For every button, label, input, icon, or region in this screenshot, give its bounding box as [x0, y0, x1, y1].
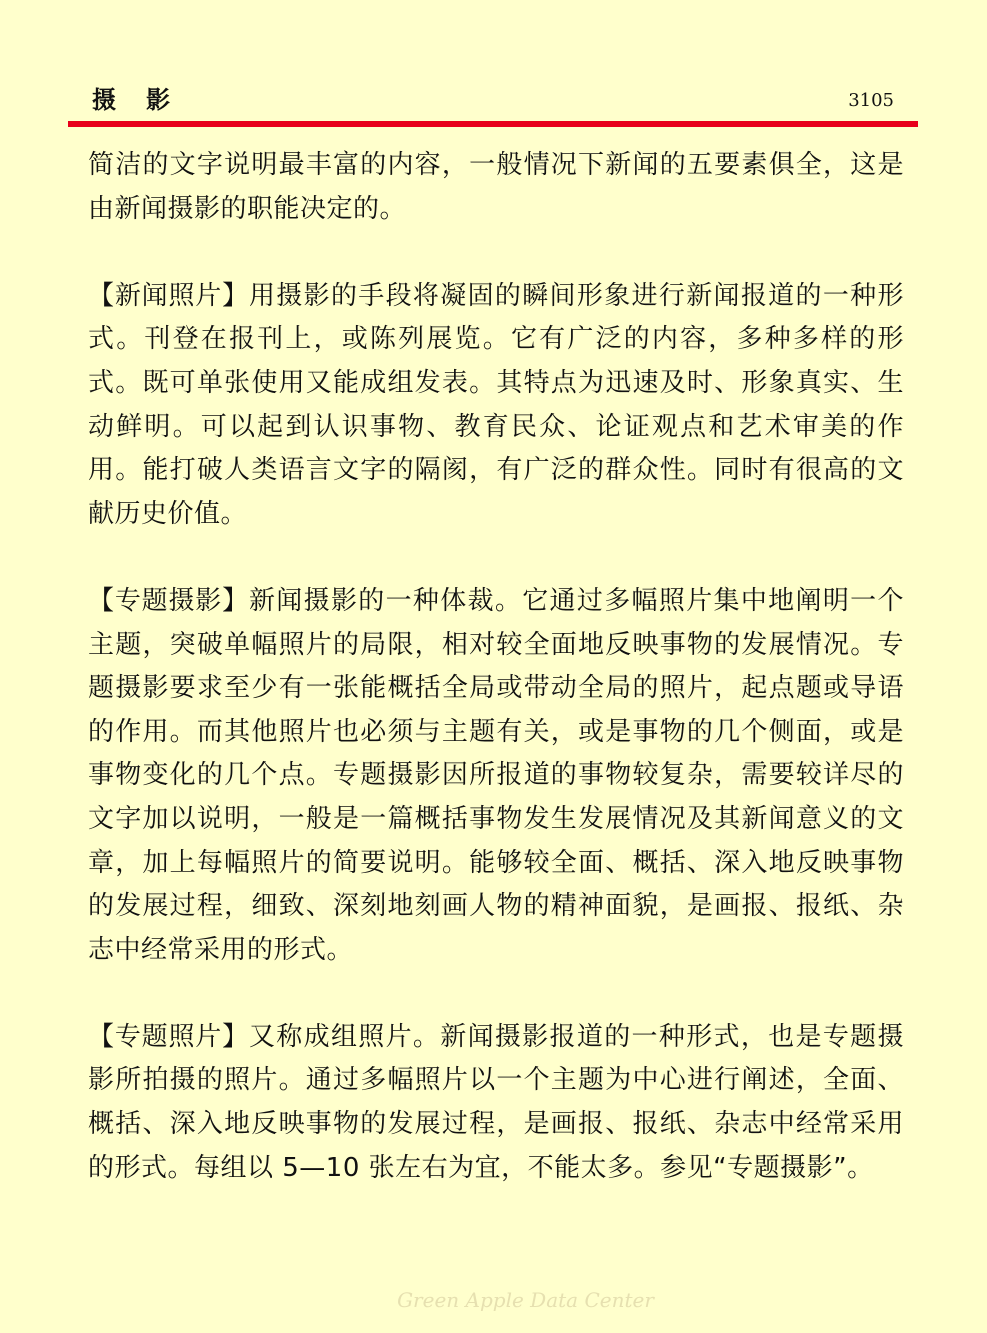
entry-photo-series — [88, 1016, 904, 1190]
paragraph-gap — [88, 972, 904, 1016]
entry-feature-photography — [88, 580, 904, 972]
header-rule — [68, 121, 918, 127]
watermark: Green Apple Data Center — [397, 1288, 654, 1312]
page-body — [88, 144, 904, 1190]
entry-definition: 又称成组照片。新闻摄影报道的一种形式，也是专题摄影所拍摄的照片。通过多幅照片以一个主题为中心进行阐述，全面、概括、深入地反映事物的发展过程，是画报、报纸、杂志中经常采用的形式。每组以 5—10 张左右为宜，不能太多。参见“专题摄影”。 — [88, 1021, 904, 1183]
intro-paragraph: 简洁的文字说明最丰富的内容，一般情况下新闻的五要素俱全，这是由新闻摄影的职能决定的。 — [88, 150, 904, 224]
entry-term: 【专题照片】 — [88, 1021, 249, 1052]
entry-term: 【专题摄影】 — [88, 585, 249, 616]
entry-term: 【新闻照片】 — [88, 280, 249, 311]
running-head-title: 摄影 — [92, 86, 200, 114]
entry-definition: 用摄影的手段将凝固的瞬间形象进行新闻报道的一种形式。刊登在报刊上，或陈列展览。它有广泛的内容，多种多样的形式。既可单张使用又能成组发表。其特点为迅速及时、形象真实、生动鲜明。可以起到认识事物、教育民众、论证观点和艺术审美的作用。能打破人类语言文字的隔阂，有广泛的群众性。同时有很高的文献历史价值。 — [88, 280, 904, 529]
page-header — [68, 86, 918, 126]
paragraph-gap — [88, 536, 904, 580]
page-number: 3105 — [848, 90, 894, 111]
entry-news-photo — [88, 275, 904, 537]
entry-definition: 新闻摄影的一种体裁。它通过多幅照片集中地阐明一个主题，突破单幅照片的局限，相对较全面地反映事物的发展情况。专题摄影要求至少有一张能概括全局或带动全局的照片，起点题或导语的作用。而其他照片也必须与主题有关，或是事物的几个侧面，或是事物变化的几个点。专题摄影因所报道的事物较复杂，需要较详尽的文字加以说明，一般是一篇概括事物发生发展情况及其新闻意义的文章，加上每幅照片的简要说明。能够较全面、概括、深入地反映事物的发展过程，细致、深刻地刻画人物的精神面貌，是画报、报纸、杂志中经常采用的形式。 — [88, 585, 904, 965]
paragraph-gap — [88, 231, 904, 275]
